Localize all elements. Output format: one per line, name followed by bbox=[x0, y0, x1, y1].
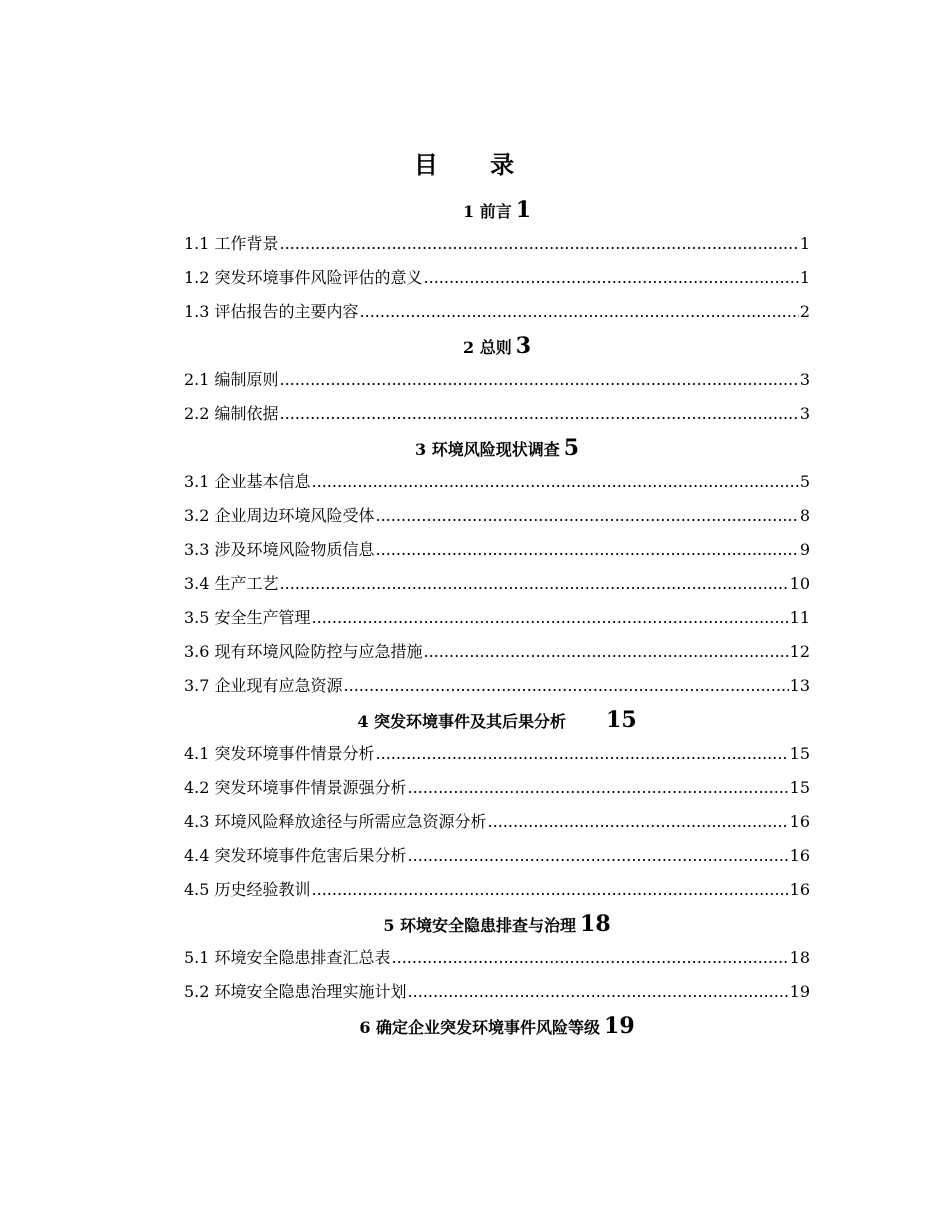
toc-entry-label: 5.1 环境安全隐患排查汇总表 bbox=[184, 948, 391, 967]
dot-leader bbox=[376, 737, 789, 771]
toc-entry-label: 3.3 涉及环境风险物质信息 bbox=[184, 540, 375, 559]
toc-entry-page: 15 bbox=[789, 744, 810, 763]
toc-entry-page: 10 bbox=[789, 574, 810, 593]
toc-list bbox=[184, 193, 810, 1043]
toc-entry[interactable] bbox=[184, 499, 810, 533]
dot-leader bbox=[408, 975, 789, 1009]
dot-leader bbox=[392, 941, 789, 975]
dot-leader bbox=[488, 805, 789, 839]
toc-entry[interactable] bbox=[184, 295, 810, 329]
section-page-number: 3 bbox=[515, 333, 532, 359]
toc-entry-page: 16 bbox=[789, 812, 810, 831]
toc-entry-page: 8 bbox=[799, 506, 810, 525]
toc-entry-label: 5.2 环境安全隐患治理实施计划 bbox=[184, 982, 407, 1001]
toc-entry[interactable] bbox=[184, 975, 810, 1009]
dot-leader bbox=[408, 771, 789, 805]
toc-entry-label: 3.4 生产工艺 bbox=[184, 574, 279, 593]
section-page-number: 15 bbox=[606, 707, 637, 733]
toc-entry[interactable] bbox=[184, 601, 810, 635]
toc-entry[interactable] bbox=[184, 397, 810, 431]
dot-leader bbox=[312, 601, 789, 635]
section-page-number: 5 bbox=[563, 435, 580, 461]
toc-entry[interactable] bbox=[184, 227, 810, 261]
toc-entry-page: 12 bbox=[789, 642, 810, 661]
toc-section-heading[interactable] bbox=[184, 431, 810, 465]
toc-entry-label: 4.4 突发环境事件危害后果分析 bbox=[184, 846, 407, 865]
toc-entry-label: 1.3 评估报告的主要内容 bbox=[184, 302, 359, 321]
toc-entry-page: 3 bbox=[799, 370, 810, 389]
dot-leader bbox=[360, 295, 799, 329]
toc-entry[interactable] bbox=[184, 669, 810, 703]
section-heading-text: 4 突发环境事件及其后果分析 bbox=[357, 712, 567, 731]
section-heading-text: 6 确定企业突发环境事件风险等级 bbox=[359, 1018, 601, 1037]
toc-entry-page: 16 bbox=[789, 880, 810, 899]
dot-leader bbox=[376, 499, 799, 533]
toc-section-heading[interactable] bbox=[184, 907, 810, 941]
toc-entry-label: 4.5 历史经验教训 bbox=[184, 880, 311, 899]
toc-entry[interactable] bbox=[184, 805, 810, 839]
dot-leader bbox=[280, 567, 789, 601]
toc-entry-label: 1.2 突发环境事件风险评估的意义 bbox=[184, 268, 423, 287]
toc-entry[interactable] bbox=[184, 363, 810, 397]
dot-leader bbox=[344, 669, 789, 703]
toc-entry[interactable] bbox=[184, 771, 810, 805]
toc-entry-page: 1 bbox=[799, 234, 810, 253]
toc-entry-page: 3 bbox=[799, 404, 810, 423]
toc-entry-label: 2.1 编制原则 bbox=[184, 370, 279, 389]
dot-leader bbox=[408, 839, 789, 873]
section-heading-text: 3 环境风险现状调查 bbox=[414, 440, 560, 459]
toc-entry-page: 11 bbox=[789, 608, 810, 627]
section-page-number: 18 bbox=[580, 911, 611, 937]
toc-entry-page: 13 bbox=[789, 676, 810, 695]
toc-title: 目 录 bbox=[413, 150, 537, 179]
toc-section-heading[interactable] bbox=[184, 1009, 810, 1043]
section-page-number: 19 bbox=[604, 1013, 635, 1039]
dot-leader bbox=[280, 363, 799, 397]
section-heading-text: 2 总则 bbox=[462, 338, 512, 357]
dot-leader bbox=[424, 261, 799, 295]
toc-entry[interactable] bbox=[184, 635, 810, 669]
dot-leader bbox=[280, 397, 799, 431]
toc-section-heading[interactable] bbox=[184, 193, 810, 227]
toc-entry[interactable] bbox=[184, 533, 810, 567]
toc-entry[interactable] bbox=[184, 839, 810, 873]
toc-entry-page: 16 bbox=[789, 846, 810, 865]
toc-entry-label: 3.2 企业周边环境风险受体 bbox=[184, 506, 375, 525]
toc-entry[interactable] bbox=[184, 465, 810, 499]
toc-entry[interactable] bbox=[184, 737, 810, 771]
toc-entry-label: 3.5 安全生产管理 bbox=[184, 608, 311, 627]
toc-entry-label: 4.3 环境风险释放途径与所需应急资源分析 bbox=[184, 812, 487, 831]
toc-entry-label: 3.6 现有环境风险防控与应急措施 bbox=[184, 642, 423, 661]
toc-entry-page: 15 bbox=[789, 778, 810, 797]
dot-leader bbox=[312, 465, 799, 499]
toc-entry-page: 18 bbox=[789, 948, 810, 967]
section-heading-text: 5 环境安全隐患排查与治理 bbox=[383, 916, 577, 935]
toc-entry-page: 1 bbox=[799, 268, 810, 287]
toc-entry-label: 4.2 突发环境事件情景源强分析 bbox=[184, 778, 407, 797]
toc-entry-label: 1.1 工作背景 bbox=[184, 234, 279, 253]
section-page-number: 1 bbox=[515, 197, 532, 223]
toc-entry-page: 5 bbox=[799, 472, 810, 491]
toc-entry-page: 2 bbox=[799, 302, 810, 321]
toc-entry-label: 4.1 突发环境事件情景分析 bbox=[184, 744, 375, 763]
toc-entry-page: 9 bbox=[799, 540, 810, 559]
toc-entry[interactable] bbox=[184, 261, 810, 295]
toc-entry[interactable] bbox=[184, 567, 810, 601]
toc-entry[interactable] bbox=[184, 941, 810, 975]
toc-entry[interactable] bbox=[184, 873, 810, 907]
section-heading-text: 1 前言 bbox=[462, 202, 512, 221]
dot-leader bbox=[424, 635, 789, 669]
toc-entry-page: 19 bbox=[789, 982, 810, 1001]
toc-entry-label: 2.2 编制依据 bbox=[184, 404, 279, 423]
toc-section-heading[interactable] bbox=[184, 703, 810, 737]
dot-leader bbox=[376, 533, 799, 567]
dot-leader bbox=[280, 227, 799, 261]
toc-entry-label: 3.1 企业基本信息 bbox=[184, 472, 311, 491]
toc-entry-label: 3.7 企业现有应急资源 bbox=[184, 676, 343, 695]
toc-section-heading[interactable] bbox=[184, 329, 810, 363]
dot-leader bbox=[312, 873, 789, 907]
